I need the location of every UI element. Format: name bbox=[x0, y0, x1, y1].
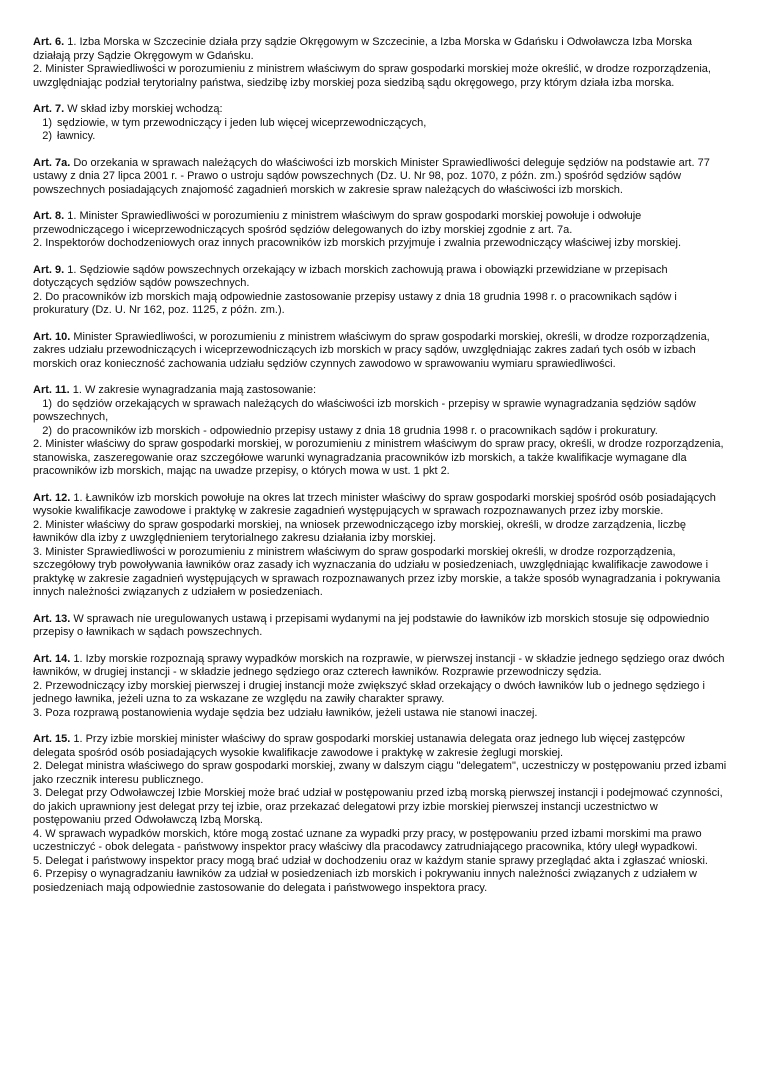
list-item-text: ławnicy. bbox=[57, 130, 96, 142]
article-12 bbox=[33, 492, 728, 600]
article-text: W sprawach nie uregulowanych ustawą i przepisami wydanymi na jej podstawie do ławników izb morskich stosuje się odpowiednio przepisy o ławnikach w sądach powszechnych. bbox=[33, 612, 710, 638]
list-item bbox=[33, 425, 728, 439]
article-12-para-3: 3. Minister Sprawiedliwości w porozumieniu z ministrem właściwym do spraw gospodarki morskiej określi, w drodze rozporządzenia, szczegółowy tryb powoływania ławników oraz zasady ich wyznaczania do udziału w posiedzeniach, uwzględniając kwalifikacje zawodowe i praktykę w zakresie zagadnień występujących w sprawach rozpoznawanych przez izby morskie, a także sposób wynagradzania i pokrywania innych należności związanych z udziałem w posiedzeniach. bbox=[33, 545, 721, 598]
list-item-number: 2) bbox=[42, 424, 52, 437]
article-6-para-1 bbox=[33, 36, 728, 63]
article-text: 1. Ławników izb morskich powołuje na okres lat trzech minister właściwy do spraw gospodarki morskiej spośród osób posiadających wysokie kwalifikacje zawodowe i praktykę w zakresie zagadnień występujących w sprawach rozpoznawanych przez izby morskie. bbox=[33, 491, 716, 517]
article-text: 1. Izby morskie rozpoznają sprawy wypadków morskich na rozprawie, w pierwszej instancji - w składzie jednego sędziego oraz dwóch ławników, w drugiej instancji - w składzie jednego sędziego oraz czterech ławników. Rozprawie przewodniczy sędzia. bbox=[33, 652, 725, 678]
article-label: Art. 7. bbox=[33, 103, 65, 115]
article-15-para-6: 6. Przepisy o wynagradzaniu ławników za udział w posiedzeniach izb morskich i pokrywaniu innych należności związanych z udziałem w posiedzeniach mają odpowiednie zastosowanie do delegata i państwowego inspektora pracy. bbox=[33, 868, 697, 894]
article-14-para-3: 3. Poza rozprawą postanowienia wydaje sędzia bez udziału ławników, jeżeli ustawa nie stanowi inaczej. bbox=[33, 706, 538, 719]
article-13 bbox=[33, 613, 728, 640]
article-15-para-1 bbox=[33, 733, 728, 760]
article-7-intro bbox=[33, 103, 728, 117]
article-9-para-2: 2. Do pracowników izb morskich mają odpowiednie zastosowanie przepisy ustawy z dnia 18 grudnia 1998 r. o pracownikach sądów i prokuratury (Dz. U. Nr 162, poz. 1125, z późn. zm.). bbox=[33, 290, 677, 316]
list-item-number: 1) bbox=[42, 116, 52, 129]
article-label: Art. 15. bbox=[33, 733, 71, 745]
article-14 bbox=[33, 653, 728, 721]
article-text: Do orzekania w sprawach należących do właściwości izb morskich Minister Sprawiedliwości deleguje sędziów na podstawie art. 77 ustawy z dnia 27 lipca 2001 r. - Prawo o ustroju sądów powszechnych (Dz. U. Nr 98, poz. 1070, z późn. zm.) spośród sędziów sądów powszechnych posiadających znajomość zagadnień morskich w zakresie spraw należących do właściwości izb morskich. bbox=[33, 156, 710, 196]
article-label: Art. 8. bbox=[33, 210, 65, 222]
list-item bbox=[33, 117, 728, 131]
article-text: 1. Izba Morska w Szczecinie działa przy sądzie Okręgowym w Szczecinie, a Izba Morska w Gdańsku i Odwoławcza Izba Morska działają przy Sądzie Okręgowym w Gdańsku. bbox=[33, 36, 693, 62]
article-12-para-1 bbox=[33, 492, 728, 519]
article-6 bbox=[33, 36, 728, 90]
article-text: 1. Sędziowie sądów powszechnych orzekający w izbach morskich zachowują prawa i obowiązki przewidziane w przepisach dotyczących sędziów sądów powszechnych. bbox=[33, 263, 668, 289]
list-item-text: do pracowników izb morskich - odpowiednio przepisy ustawy z dnia 18 grudnia 1998 r. o pracownikach sądów i prokuratury. bbox=[57, 424, 658, 437]
article-11-intro bbox=[33, 384, 728, 398]
article-9 bbox=[33, 264, 728, 318]
article-text: 1. W zakresie wynagradzania mają zastosowanie: bbox=[69, 384, 317, 396]
list-item-text: sędziowie, w tym przewodniczący i jeden lub więcej wiceprzewodniczących, bbox=[57, 116, 427, 129]
article-9-para-1 bbox=[33, 264, 728, 291]
article-8-para-2: 2. Inspektorów dochodzeniowych oraz innych pracowników izb morskich przyjmuje i zwalnia przewodniczący właściwej izby morskiej. bbox=[33, 237, 682, 249]
article-14-para-1 bbox=[33, 653, 728, 680]
article-label: Art. 14. bbox=[33, 652, 71, 665]
article-15 bbox=[33, 733, 728, 895]
article-text: Minister Sprawiedliwości, w porozumieniu z ministrem właściwym do spraw gospodarki morskiej, określi, w drodze rozporządzenia, zakres udziału przewodniczących i wiceprzewodniczących izb morskich w pracy sądów, uwzględniając zakres zadań tych osób w izbach morskich oraz konieczność zachowania udziału sędziów czynnych zawodowo w sprawowaniu wymiaru sprawiedliwości. bbox=[33, 330, 710, 370]
article-8-para-1 bbox=[33, 210, 728, 237]
list-item bbox=[33, 130, 728, 144]
article-8 bbox=[33, 210, 728, 251]
article-label: Art. 10. bbox=[33, 330, 71, 343]
article-7 bbox=[33, 103, 728, 144]
article-text: 1. Przy izbie morskiej minister właściwy do spraw gospodarki morskiej ustanawia delegata oraz jednego lub więcej zastępców delegata spośród osób posiadających wysokie kwalifikacje zawodowe i praktykę w zakresie żeglugi morskiej. bbox=[33, 733, 685, 759]
article-6-para-2: 2. Minister Sprawiedliwości w porozumieniu z ministrem właściwym do spraw gospodarki morskiej może określić, w drodze rozporządzenia, uwzględniając podział terytorialny państwa, siedzibę izby morskiej poza siedzibą sądu okręgowego, przy którym działa izba morska. bbox=[33, 63, 711, 89]
article-10 bbox=[33, 331, 728, 372]
list-item bbox=[33, 398, 728, 425]
article-text: 1. Minister Sprawiedliwości w porozumieniu z ministrem właściwym do spraw gospodarki morskiej powołuje i odwołuje przewodniczącego i wiceprzewodniczących spośród sędziów delegowanych do izby morskiej zgodnie z art. 7a. bbox=[33, 210, 642, 236]
list-item-text: do sędziów orzekających w sprawach należących do właściwości izb morskich - przepisy w sprawie wynagradzania sędziów sądów powszechnych, bbox=[33, 397, 696, 423]
article-13-para-1 bbox=[33, 613, 728, 640]
article-12-para-2: 2. Minister właściwy do spraw gospodarki morskiej, na wniosek przewodniczącego izby morskiej, określi, w drodze zarządzenia, liczbę ławników dla izby z uwzględnieniem terytorialnego zakresu działania izby morskiej. bbox=[33, 518, 686, 544]
article-label: Art. 13. bbox=[33, 612, 71, 625]
article-15-para-5: 5. Delegat i państwowy inspektor pracy mogą brać udział w dochodzeniu oraz w każdym stanie sprawy przeglądać akta i zgłaszać wnioski. bbox=[33, 854, 708, 867]
list-item-number: 2) bbox=[42, 130, 52, 142]
article-11 bbox=[33, 384, 728, 479]
list-item-number: 1) bbox=[42, 397, 52, 410]
article-15-para-4: 4. W sprawach wypadków morskich, które mogą zostać uznane za wypadki przy pracy, w postępowaniu przed izbami morskimi ma prawo uczestniczyć - obok delegata - państwowy inspektor pracy właściwy dla pracodawcy zatrudniającego pracownika, który uległ wypadkowi. bbox=[33, 827, 702, 853]
document-page bbox=[33, 36, 728, 908]
article-14-para-2: 2. Przewodniczący izby morskiej pierwszej i drugiej instancji może zwiększyć skład orzekający o dwóch ławników lub o jednego sędziego i jednego ławnika, jeżeli uzna to za wskazane ze względu na zawiły charakter sprawy. bbox=[33, 679, 705, 705]
article-11-para-2: 2. Minister właściwy do spraw gospodarki morskiej, w porozumieniu z ministrem właściwym do spraw pracy, określi, w drodze rozporządzenia, stanowiska, zaszeregowanie oraz szczegółowe warunki wynagradzania pracowników izb morskich, a także kwalifikacje wymagane dla pracowników izb morskich, mając na uwadze przepisy, o których mowa w ust. 1 pkt 2. bbox=[33, 438, 724, 477]
article-label: Art. 12. bbox=[33, 491, 71, 504]
article-15-para-2: 2. Delegat ministra właściwego do spraw gospodarki morskiej, zwany w dalszym ciągu "delegatem", uczestniczy w postępowaniu przed izbami jako rzecznik interesu publicznego. bbox=[33, 760, 727, 786]
article-15-para-3: 3. Delegat przy Odwoławczej Izbie Morskiej może brać udział w postępowaniu przed izbą morską pierwszej instancji i podejmować czynności, do jakich uprawniony jest delegat przy tej izbie, oraz przekazać delegatowi przy izbie morskiej pierwszej instancji uczestnictwo w postępowaniu przed Odwoławczą Izbą Morską. bbox=[33, 787, 723, 826]
article-label: Art. 7a. bbox=[33, 156, 71, 169]
article-label: Art. 6. bbox=[33, 36, 65, 48]
article-10-para-1 bbox=[33, 331, 728, 372]
article-text: W skład izby morskiej wchodzą: bbox=[64, 103, 223, 115]
article-label: Art. 11. bbox=[33, 384, 70, 396]
article-7a-para-1 bbox=[33, 157, 728, 198]
article-7a bbox=[33, 157, 728, 198]
article-label: Art. 9. bbox=[33, 263, 65, 276]
